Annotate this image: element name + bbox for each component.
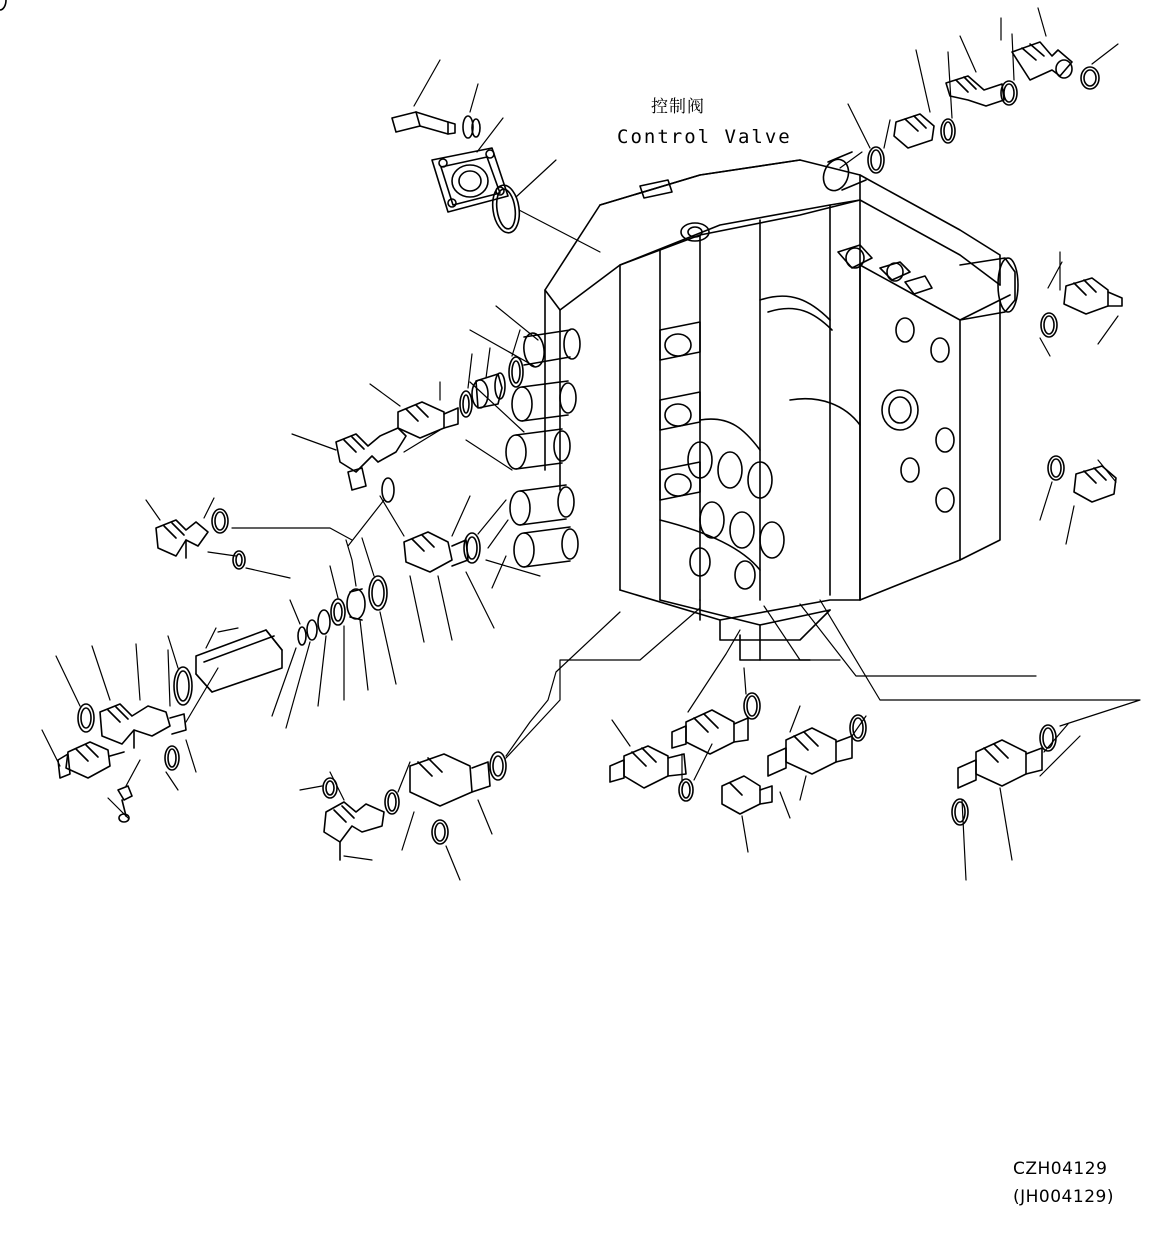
part-oring-bottom-left-4 bbox=[490, 752, 506, 780]
part-washer-top-left bbox=[463, 116, 480, 138]
part-oring-bottom-center-1 bbox=[744, 693, 760, 719]
leader-lines-bottom-center bbox=[506, 600, 1140, 880]
part-spring-washer-center bbox=[298, 576, 387, 645]
diagram-title-chinese: 控制阀 bbox=[651, 97, 705, 117]
part-connector-top-right bbox=[946, 76, 1004, 106]
part-connector-left-mid bbox=[398, 402, 458, 438]
part-nut-top-right bbox=[0, 0, 934, 148]
part-valve-center bbox=[404, 532, 468, 572]
part-oring-bottom-left-3 bbox=[432, 820, 448, 844]
part-oring-top-right-1 bbox=[1081, 67, 1099, 89]
leader-lines-left-mid bbox=[292, 330, 520, 546]
control-valve-body bbox=[506, 152, 1018, 660]
part-block-bottom-left bbox=[410, 754, 490, 806]
part-bolt-top-left bbox=[392, 112, 455, 134]
part-sensor-lower-left bbox=[58, 742, 124, 778]
part-oring-top-right-2 bbox=[1001, 81, 1017, 105]
leader-lines-left-tee bbox=[146, 498, 352, 578]
part-tee-left bbox=[156, 520, 208, 558]
part-oring-top-right-3 bbox=[941, 119, 955, 143]
part-oring-lower-left-2 bbox=[165, 746, 179, 770]
leader-lines-right bbox=[1040, 252, 1118, 544]
part-oring-bottom-right-2 bbox=[952, 799, 968, 825]
part-screw-lower-left bbox=[118, 786, 132, 822]
part-cross-fitting bbox=[100, 704, 186, 748]
part-oring-left-mid bbox=[382, 478, 394, 502]
part-fitting-bottom-center-2 bbox=[610, 746, 686, 788]
part-oring-right-upper bbox=[1041, 313, 1057, 337]
part-plug-right-lower bbox=[1074, 466, 1116, 502]
drawing-code-sub: (JH004129) bbox=[1013, 1187, 1114, 1207]
part-oring-bottom-left-2 bbox=[385, 790, 399, 814]
leader-lines-top-right bbox=[840, 8, 1118, 168]
part-fitting-bottom-right bbox=[958, 740, 1042, 788]
part-oring-center-1 bbox=[464, 533, 480, 563]
part-oring-right-lower bbox=[1048, 456, 1064, 480]
part-oring-center-2 bbox=[174, 667, 192, 705]
spool-stack bbox=[506, 329, 580, 567]
part-oring-left-small bbox=[233, 551, 245, 569]
part-oring-top-right-4 bbox=[868, 147, 884, 173]
diagram-title-english: Control Valve bbox=[617, 126, 792, 148]
drawing-code: CZH04129 bbox=[1013, 1159, 1108, 1179]
part-oring-left-tee bbox=[212, 509, 228, 533]
part-plug-right-upper bbox=[1064, 278, 1122, 314]
part-oring-bottom-center-2 bbox=[679, 779, 693, 801]
part-oring-cross bbox=[78, 704, 94, 732]
leader-lines-top-left bbox=[414, 60, 600, 252]
part-elbow-bottom-left bbox=[324, 802, 384, 860]
part-elbow-left-mid bbox=[336, 428, 406, 490]
part-elbow-top-right bbox=[1012, 42, 1072, 80]
part-washers-left-mid bbox=[460, 357, 523, 417]
leader-lines-bottom-left bbox=[300, 612, 620, 880]
